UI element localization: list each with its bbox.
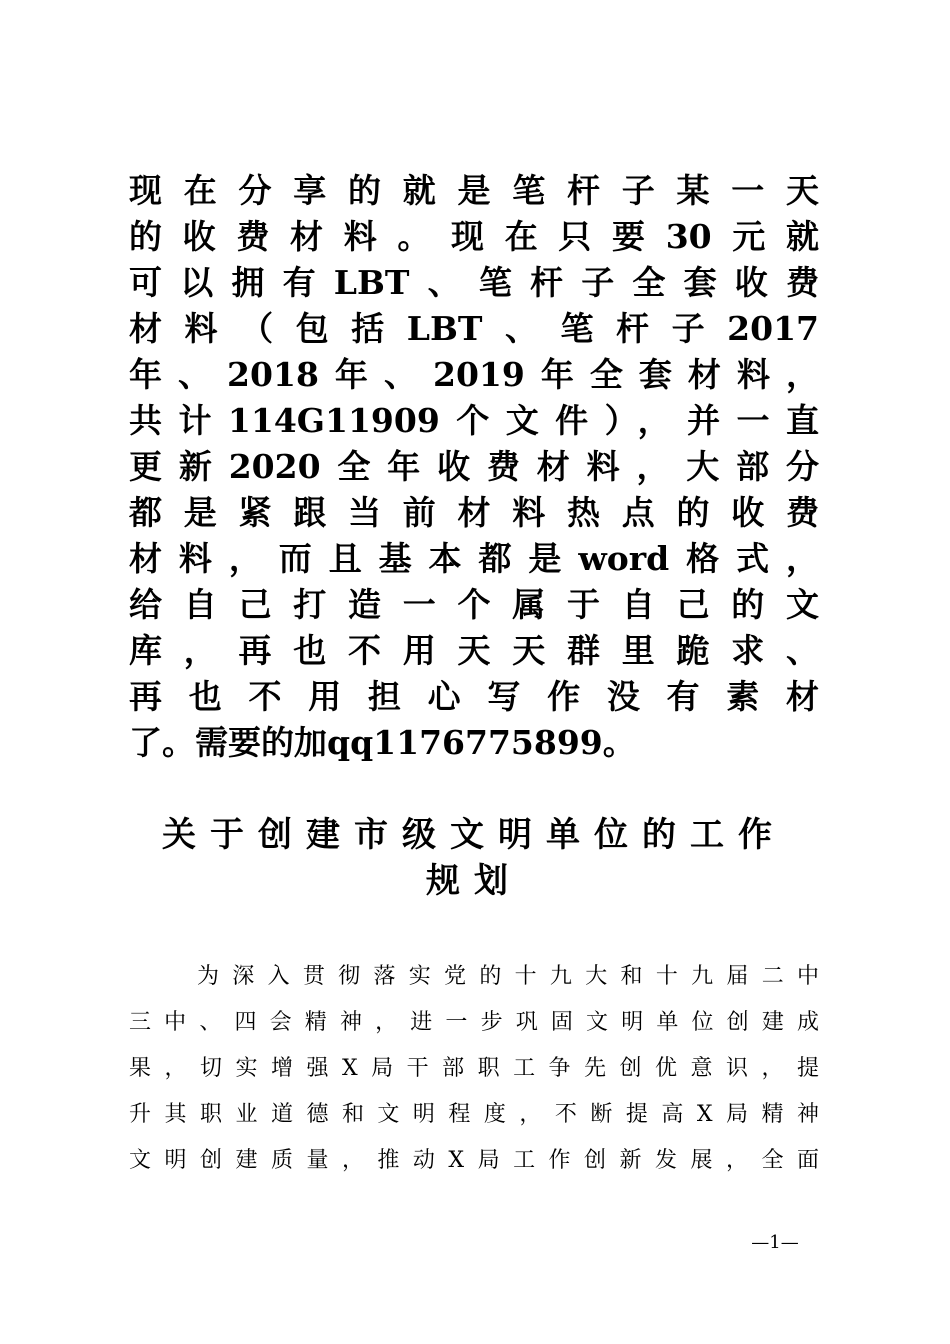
document-title — [129, 812, 819, 904]
promo-line: 共计114G11909个文件），并一直 — [129, 401, 819, 440]
promo-line: 了。需要的加qq1176775899。 — [129, 723, 636, 762]
title-line-1: 关于创建市级文明单位的工作 — [162, 815, 786, 855]
promo-line: 再也不用担心写作没有素材 — [129, 677, 819, 716]
promo-line: 材料，而且基本都是word格式， — [129, 539, 819, 578]
promo-line: 材料（包括LBT、笔杆子2017 — [129, 309, 819, 348]
promo-line: 更新2020全年收费材料，大部分 — [129, 447, 819, 486]
promo-line: 都是紧跟当前材料热点的收费 — [129, 493, 819, 532]
promo-line: 年、2018年、2019年全套材料， — [129, 355, 819, 394]
page-number: —1— — [751, 1232, 799, 1253]
promo-line: 可以拥有LBT、笔杆子全套收费 — [129, 263, 819, 302]
title-line-2: 规划 — [426, 861, 522, 901]
body-line: 文明创建质量，推动X局工作创新发展，全面 — [129, 1148, 819, 1173]
body-paragraph — [129, 954, 819, 1184]
promo-line: 的收费材料。现在只要30元就 — [129, 217, 819, 256]
promo-line: 库，再也不用天天群里跪求、 — [129, 631, 819, 670]
body-line: 为深入贯彻落实党的十九大和十九届二中 — [197, 964, 819, 989]
body-line: 升其职业道德和文明程度，不断提高X局精神 — [129, 1102, 819, 1127]
promo-line: 给自己打造一个属于自己的文 — [129, 585, 819, 624]
promo-line: 现在分享的就是笔杆子某一天 — [129, 171, 819, 210]
body-line: 果，切实增强X局干部职工争先创优意识，提 — [129, 1056, 819, 1081]
promo-paragraph — [129, 168, 819, 766]
body-line: 三中、四会精神，进一步巩固文明单位创建成 — [129, 1010, 819, 1035]
